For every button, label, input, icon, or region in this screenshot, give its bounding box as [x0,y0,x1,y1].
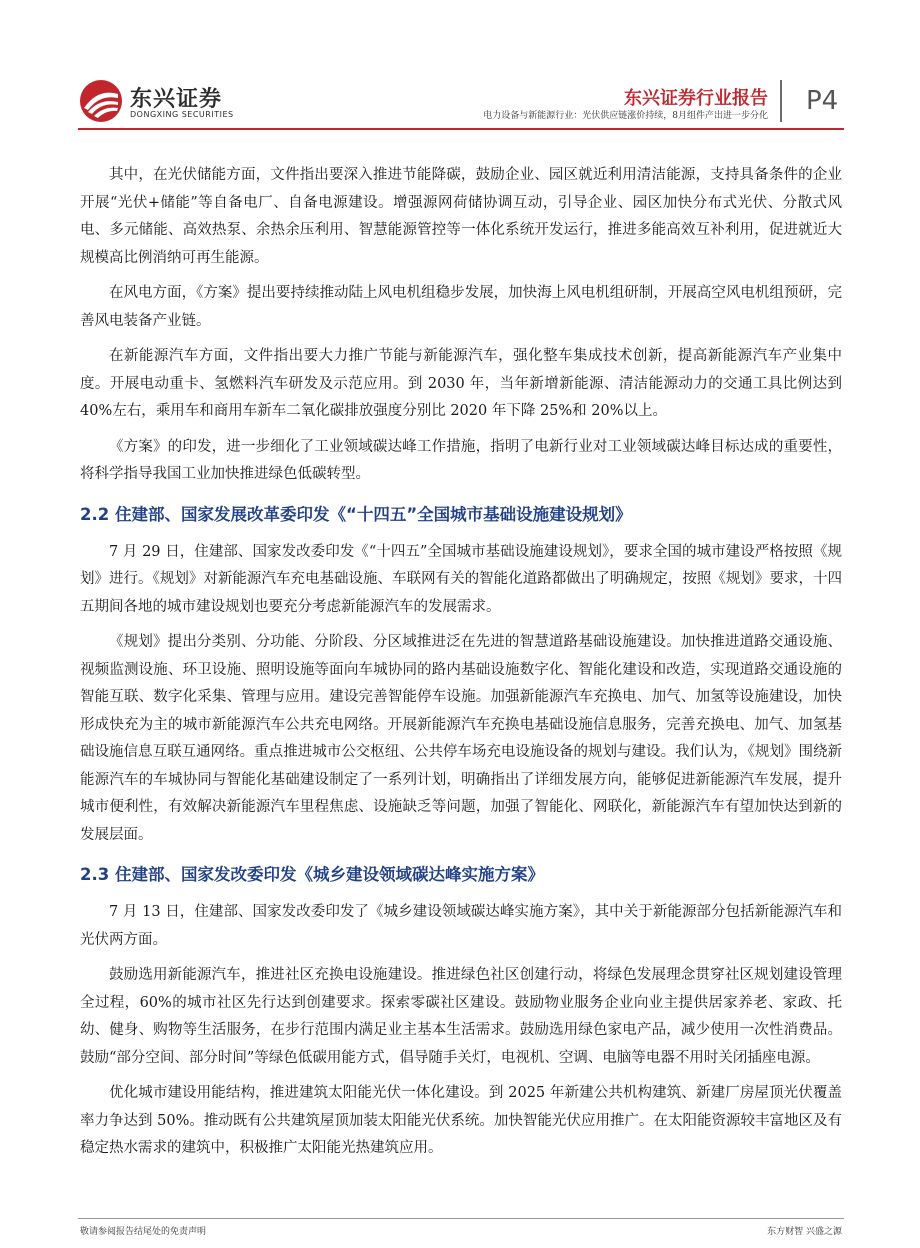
page-header [0,0,920,130]
header-divider [780,80,782,122]
logo-emblem-icon [78,78,124,124]
brand-name-en: DONGXING SECURITIES [130,110,234,119]
paragraph-urban-rural-carbon: 7 月 13 日，住建部、国家发改委印发了《城乡建设领域碳达峰实施方案》，其中关于新能源部分包括新能源汽车和光伏两方面。 [80,904,842,948]
report-title: 东兴证券行业报告 [624,88,768,109]
paragraph-smart-road: 《规划》提出分类别、分功能、分阶段、分区域推进泛在先进的智慧道路基础设施建设。加快推进道路交通设施、视频监测设施、环卫设施、照明设施等面向车城协同的路内基础设施数字化、智能化建设和改造，实现道路交通设施的智能互联、数字化采集、管理与应用。建设完善智能停车设施。加强新能源汽车充换电、加气、加氢等设施建设，加快形成快充为主的城市新能源汽车公共充电网络。开展新能源汽车充换电基础设施信息服务，完善充换电、加气、加氢基础设施信息互联互通网络。重点推进城市公交枢纽、公共停车场充电设施设备的规划与建设。我们认为，《规划》围绕新能源汽车的车城协同与智能化基础建设制定了一系列计划，明确指出了详细发展方向，能够促进新能源汽车发展，提升城市便利性，有效解决新能源汽车里程焦虑、设施缺乏等问题，加强了智能化、网联化，新能源汽车有望加快达到新的发展层面。 [80,634,842,843]
brand-name-cn: 东兴证券 [130,87,223,112]
paragraph-building-pv: 优化城市建设用能结构，推进建筑太阳能光伏一体化建设。到 2025 年新建公共机构建筑、新建厂房屋顶光伏覆盖率力争达到 50%。推动既有公共建筑屋顶加装太阳能光伏系统。加快智能光伏应用推广。在太阳能资源较丰富地区及有稳定热水需求的建筑中，积极推广太阳能光热建筑应用。 [80,1085,842,1156]
header-rule [78,128,844,130]
paragraph-infrastructure-plan: 7 月 29 日，住建部、国家发改委印发《“十四五”全国城市基础设施建设规划》，要求全国的城市建设严格按照《规划》进行。《规划》对新能源汽车充电基础设施、车联网有关的智能化道路都做出了明确规定，按照《规划》要求，十四五期间各地的城市建设规划也要充分考虑新能源汽车的发展需求。 [80,543,842,615]
page-content [80,162,842,1171]
footer-rule [78,1218,844,1219]
paragraph-wind: 在风电方面，《方案》提出要持续推动陆上风电机组稳步发展，加快海上风电机组研制，开展高空风电机组预研，完善风电装备产业链。 [80,285,842,329]
section-heading-2-3: 2.3 住建部、国家发改委印发《城乡建设领域碳达峰实施方案》 [80,865,544,884]
footer-disclaimer: 敬请参阅报告结尾处的免责声明 [80,1227,207,1237]
footer-slogan: 东方财智 兴盛之源 [767,1227,842,1237]
paragraph-pv-storage: 其中，在光伏储能方面，文件指出要深入推进节能降碳，鼓励企业、园区就近利用清洁能源，支持具备条件的企业开展“光伏+储能”等自备电厂、自备电源建设。增强源网荷储协调互动，引导企业、园区加快分布式光伏、分散式风电、多元储能、高效热泵、余热余压利用、智慧能源管控等一体化系统开发运行，推进多能高效互补利用，促进就近大规模高比例消纳可再生能源。 [80,167,842,266]
paragraph-community-ev: 鼓励选用新能源汽车，推进社区充换电设施建设。推进绿色社区创建行动，将绿色发展理念贯穿社区规划建设管理全过程，60%的城市社区先行达到创建要求。探索零碳社区建设。鼓励物业服务企业向业主提供居家养老、家政、托幼、健身、购物等生活服务，在步行范围内满足业主基本生活需求。鼓励选用绿色家电产品，减少使用一次性消费品。鼓励“部分空间、部分时间”等绿色低碳用能方式，倡导随手关灯，电视机、空调、电脑等电器不用时关闭插座电源。 [80,967,842,1066]
paragraph-plan-significance: 《方案》的印发，进一步细化了工业领域碳达峰工作措施，指明了电新行业对工业领域碳达峰目标达成的重要性，将科学指导我国工业加快推进绿色低碳转型。 [80,438,842,482]
company-logo [78,78,238,126]
report-subtitle: 电力设备与新能源行业：光伏供应链涨价持续，8月组件产出进一步分化 [483,111,768,121]
section-heading-2-2: 2.2 住建部、国家发展改革委印发《“十四五”全国城市基础设施建设规划》 [80,504,632,524]
paragraph-nev: 在新能源汽车方面，文件指出要大力推广节能与新能源汽车，强化整车集成技术创新，提高新能源汽车产业集中度。开展电动重卡、氢燃料汽车研发及示范应用。到 2030 年，当年新增新能源、清洁能源动力的交通工具比例达到 40%左右，乘用车和商用车新车二氧化碳排放强度分别比 2020 年下降 25%和 20%以上。 [80,348,842,419]
page-number: P4 [806,86,839,116]
